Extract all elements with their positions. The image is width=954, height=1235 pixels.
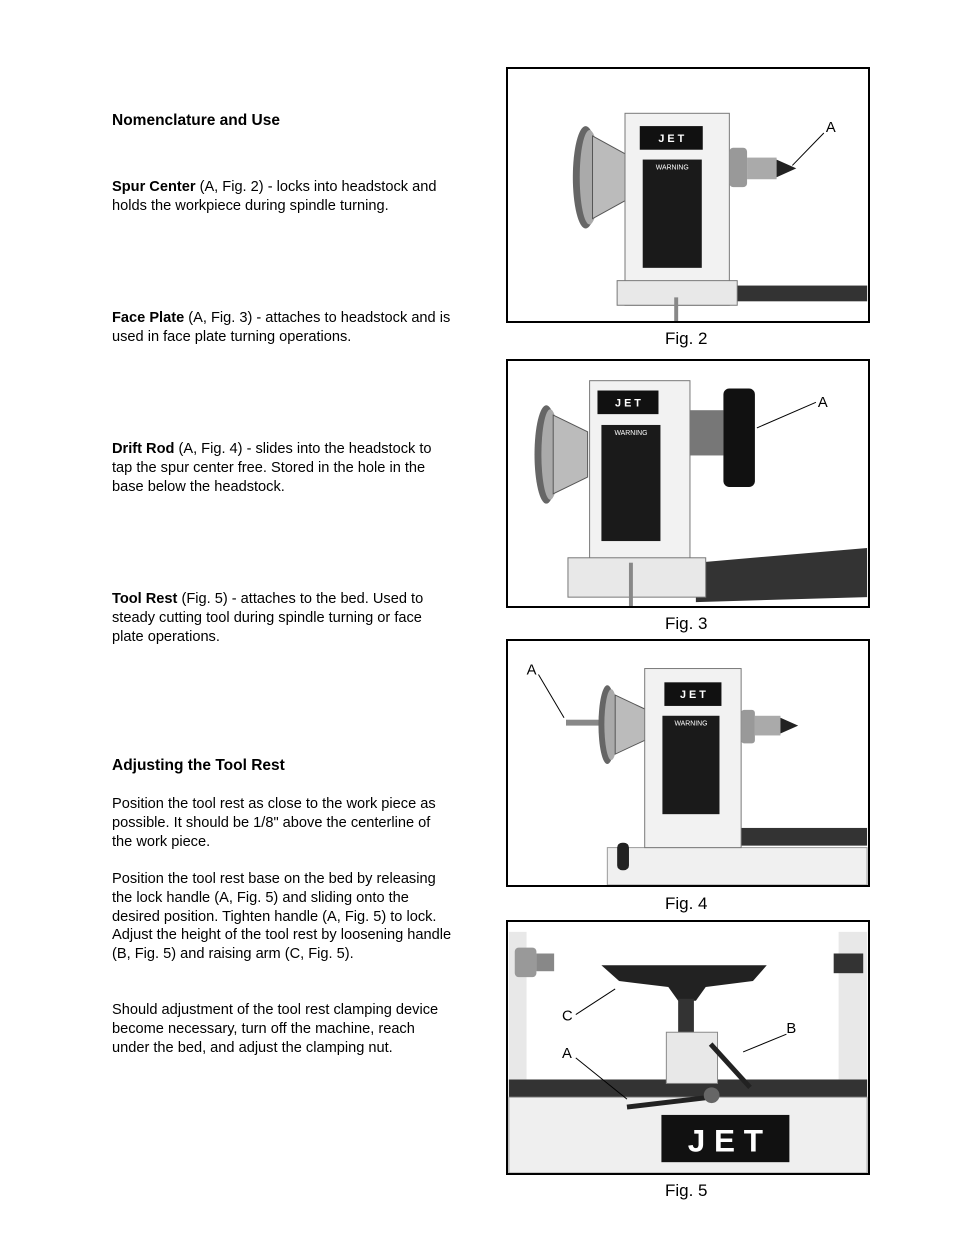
adjust-paragraph-3: Should adjustment of the tool rest clamping device become necessary, turn off the machine, reach under the bed, and adjust the clamping nut.	[112, 1002, 439, 1056]
fig4-warning: WARNING	[674, 720, 708, 728]
fig5-callout-a: A	[562, 1045, 572, 1062]
face-plate-term: Face Plate	[112, 310, 185, 326]
figure-2-photo	[506, 67, 870, 323]
drift-rod-term: Drift Rod	[112, 441, 175, 457]
fig3-callout-a: A	[817, 395, 828, 412]
adjust-paragraph-2: Position the tool rest base on the bed by releasing the lock handle (A, Fig. 5) and sliding onto the desired position. Tighten handle (A, Fig. 5) to lock. Adjust the height of the tool rest by loosening handle (B, Fig. 5) and raising arm (C, Fig. 5).	[112, 871, 452, 963]
fig5-caption: Fig. 5	[665, 1181, 708, 1200]
figure-5-photo	[506, 920, 870, 1175]
figure-4-photo	[506, 639, 870, 887]
fig4-brand: J E T	[679, 689, 706, 702]
fig2-warning: WARNING	[655, 164, 689, 172]
fig4-callout-a: A	[526, 662, 537, 679]
drift-rod-paragraph	[112, 440, 452, 496]
face-plate-text: (A, Fig. 3) - attaches to headstock and is used in face plate turning operations.	[112, 310, 451, 345]
fig3-brand: J E T	[615, 397, 641, 410]
spur-center-text: (A, Fig. 2) - locks into headstock and holds the workpiece during spindle turning.	[112, 179, 437, 214]
spur-center-term: Spur Center	[112, 179, 196, 195]
tool-rest-term: Tool Rest	[112, 591, 178, 607]
fig5-brand: J E T	[687, 1122, 764, 1159]
drift-rod-text: (A, Fig. 4) - slides into the headstock to tap the spur center free. Stored in the hole in the base below the headstock.	[112, 441, 432, 495]
face-plate-paragraph	[112, 309, 452, 347]
fig4-caption: Fig. 4	[665, 894, 708, 913]
fig5-callout-c: C	[562, 1008, 573, 1025]
tool-rest-text: (Fig. 5) - attaches to the bed. Used to steady cutting tool during spindle turning or face plate operations.	[112, 591, 424, 645]
fig5-callout-b: B	[786, 1021, 797, 1038]
fig2-caption: Fig. 2	[665, 329, 708, 348]
section-heading-nomenclature: Nomenclature and Use	[112, 112, 280, 129]
tool-rest-paragraph	[112, 590, 452, 646]
figure-3-photo	[506, 359, 870, 608]
fig3-caption: Fig. 3	[665, 614, 708, 633]
fig3-warning: WARNING	[614, 429, 648, 437]
spur-center-paragraph	[112, 178, 452, 216]
fig2-callout-a: A	[825, 120, 836, 136]
fig2-brand: J E T	[658, 132, 685, 145]
adjust-paragraph-1: Position the tool rest as close to the work piece as possible. It should be 1/8" above the centerline of the work piece.	[112, 796, 436, 850]
section-heading-adjusting: Adjusting the Tool Rest	[112, 757, 285, 774]
